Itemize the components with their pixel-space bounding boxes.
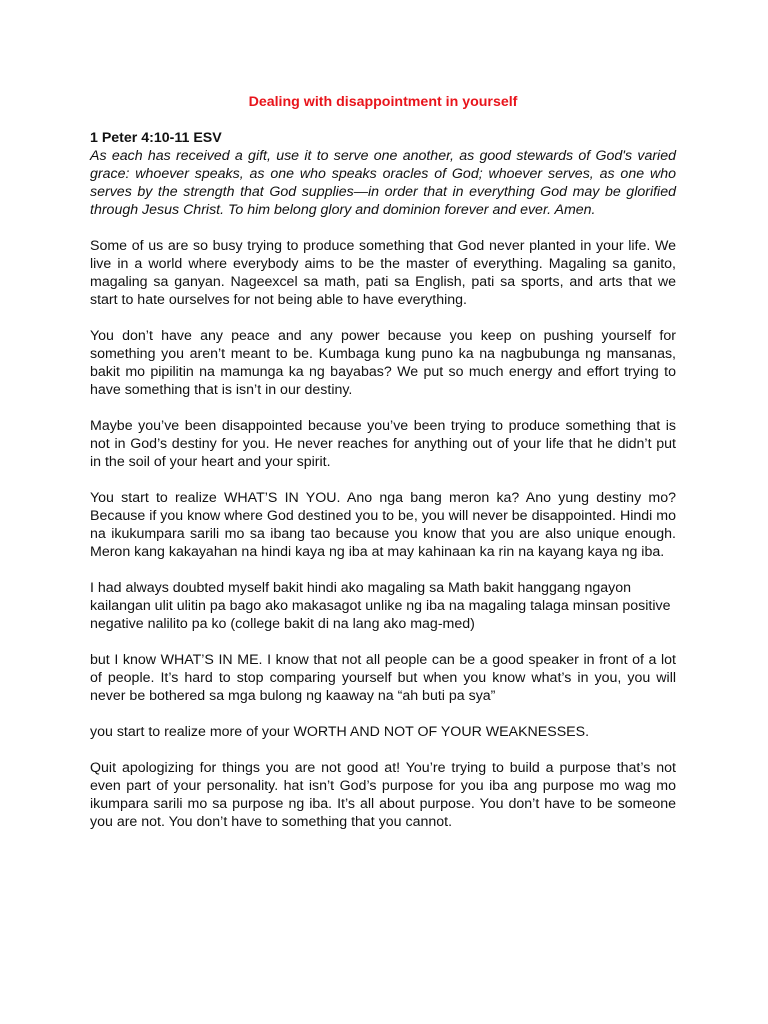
paragraph: Some of us are so busy trying to produce something that God never planted in your life. We live in a world where everybody aims to be the master of everything. Magaling sa ganito, magaling sa ganyan. Nageexcel sa math, pati sa English, pati sa sports, and arts that we start to hate ourselves for not being able to have everything. — [90, 238, 676, 308]
document-title: Dealing with disappointment in yourself — [248, 94, 518, 110]
paragraph: you start to realize more of your WORTH AND NOT OF YOUR WEAKNESSES. — [90, 724, 590, 740]
paragraph: but I know WHAT’S IN ME. I know that not all people can be a good speaker in front of a lot of people. It’s hard to stop comparing yourself but when you know what’s in you, you will never be bothered sa mga bulong ng kaaway na “ah buti pa sya” — [90, 652, 676, 704]
paragraph: I had always doubted myself bakit hindi ako magaling sa Math bakit hanggang ngayon kailangan ulit ulitin pa bago ako makasagot unlike ng iba na magaling talaga minsan positive negative nalilito pa ko (college bakit di na lang ako mag-med) — [90, 580, 671, 632]
paragraph: Quit apologizing for things you are not good at! You’re trying to build a purpose that’s not even part of your personality. hat isn’t God’s purpose for you iba ang purpose mo wag mo ikumpara sarili mo sa purpose ng iba. It’s all about purpose. You don’t have to be someone you are not. You don’t have to something that you cannot. — [90, 760, 676, 830]
paragraph: You start to realize WHAT’S IN YOU. Ano nga bang meron ka? Ano yung destiny mo? Because if you know where God destined you to be, you will never be disappointed. Hindi mo na ikukumpara sarili mo sa ibang tao because you know that you are also unique enough. Meron kang kakayahan na hindi kaya ng iba at may kahinaan ka rin na kayang kaya ng iba. — [90, 490, 676, 560]
paragraph: You don’t have any peace and any power because you keep on pushing yourself for something you aren’t meant to be. Kumbaga kung puno ka na nagbubunga ng mansanas, bakit mo pipilitin na mamunga ka ng bayabas? We put so much energy and effort trying to have something that is isn’t in our destiny. — [90, 328, 676, 398]
scripture-reference: 1 Peter 4:10-11 ESV — [90, 130, 222, 146]
scripture-text: As each has received a gift, use it to serve one another, as good stewards of God's varied grace: whoever speaks, as one who speaks oracles of God; whoever serves, as one who serves by the strength that God supplies—in order that in everything God may be glorified through Jesus Christ. To him belong glory and dominion forever and ever. Amen. — [90, 148, 676, 218]
document-page — [90, 93, 676, 849]
paragraph: Maybe you’ve been disappointed because you’ve been trying to produce something that is not in God’s destiny for you. He never reaches for anything out of your life that he didn’t put in the soil of your heart and your spirit. — [90, 418, 676, 470]
